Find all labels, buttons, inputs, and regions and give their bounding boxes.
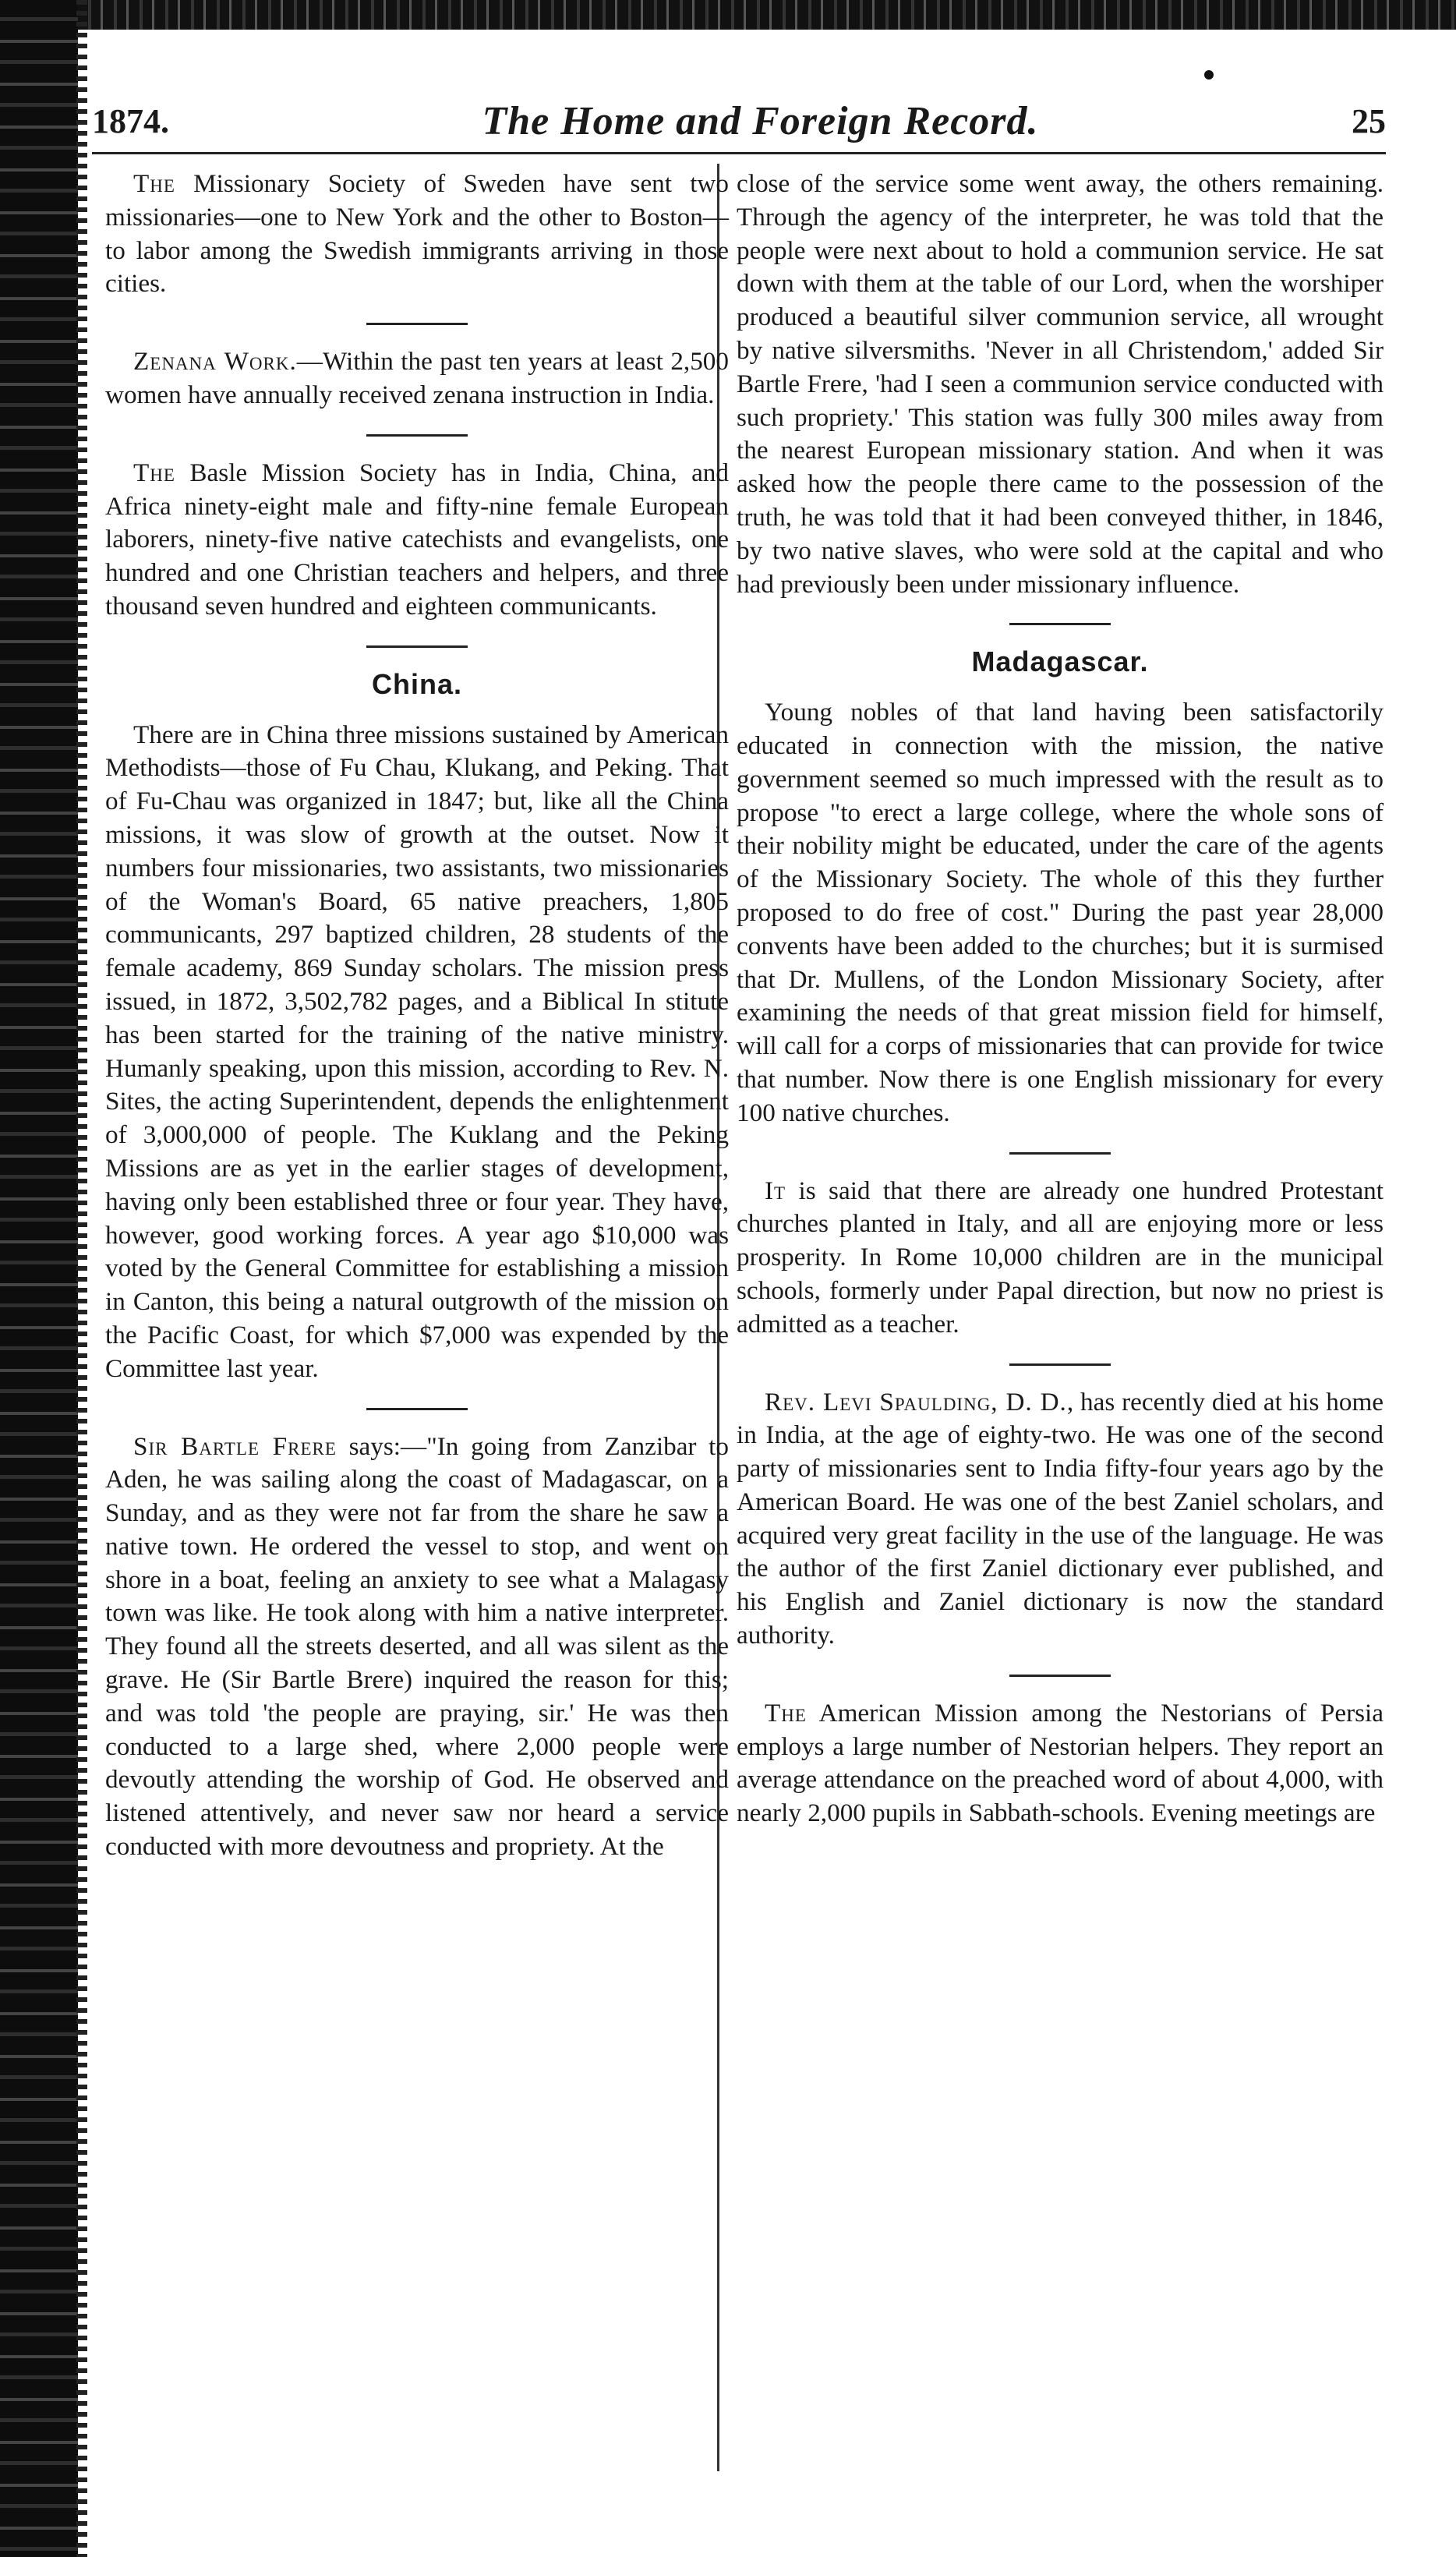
section-rule bbox=[1009, 623, 1111, 625]
section-rule bbox=[1009, 1675, 1111, 1677]
article-sweden: The Missionary Society of Sweden have sent two missionaries—one to New York and the other to Boston—to labor among the Swedish immigrants arriving in those cities. bbox=[105, 169, 729, 299]
section-rule bbox=[366, 323, 468, 325]
article-basle: The Basle Mission Society has in India, China, and Africa ninety-eight male and fifty-nine female European laborers, ninety-five native catechists and evangelists, one hundred and one Christian teachers and helpers, and three thousand seven hundred and eighteen communicants. bbox=[105, 458, 729, 621]
article-madagascar: Young nobles of that land having been satisfactorily educated in connection with the mission, the native government seemed so much impressed with the result as to propose "to erect a large college, where the whole sons of their nobility might be educated, under the care of the agents of the Missionary Society. The whole of this they further proposed to do free of cost." During the past year 28,000 convents have been added to the churches; but it is surmised that Dr. Mullens, of the London Missionary Society, after examining the needs of that great mission field for himself, will call for a corps of missionaries that can provide for twice that number. Now there is one English missionary for every 100 native churches. bbox=[737, 698, 1384, 1127]
heading-madagascar: Madagascar. bbox=[971, 645, 1149, 678]
section-rule bbox=[1009, 1363, 1111, 1366]
article-persia: The American Mission among the Nestorians of Persia employs a large number of Nestorian helpers. They report an average attendance on the preached word of about 4,000, with nearly 2,000 pupils in Sabbath-schools. Evening meetings are bbox=[737, 1698, 1384, 1828]
section-rule bbox=[1009, 1152, 1111, 1155]
heading-china: China. bbox=[371, 667, 462, 700]
section-rule bbox=[366, 434, 468, 437]
article-spaulding: Rev. Levi Spaulding, D. D., has recently died at his home in India, at the age of eighty-two. He was one of the second party of missionaries sent to India fifty-four years ago by the American Board. He was one of the best Zaniel scholars, and acquired very great facility in the use of the language. He was the author of the first Zaniel dictionary ever published, and his English and Zaniel dictionary is now the standard authority. bbox=[737, 1387, 1384, 1650]
article-frere: Sir Bartle Frere says:—"In going from Zanzibar to Aden, he was sailing along the coast of Madagascar, on a Sunday, and as they were not far from the share he saw a native town. He ordered the vessel to stop, and went on shore in a boat, feeling an anxiety to see what a Malagasy town was like. He took along with him a native interpreter. They found all the streets deserted, and all was silent as the grave. He (Sir Bartle Brere) inquired the reason for this; and was told 'the people are praying, sir.' He was then conducted to a large shed, where 2,000 people were devoutly attending the worship of God. He observed and listened attentively, and never saw nor heard a service conducted with more devoutness and propriety. At the bbox=[105, 1431, 729, 1862]
article-italy: It is said that there are already one hundred Protestant churches planted in Italy, and all are enjoying more or less prosperity. In Rome 10,000 children are in the municipal schools, formerly under Papal direction, but now no priest is admitted as a teacher. bbox=[737, 1176, 1384, 1339]
publication-title: The Home and Foreign Record. bbox=[482, 98, 1039, 143]
section-rule bbox=[366, 1408, 468, 1410]
book-spine-edge bbox=[0, 0, 78, 2557]
section-rule bbox=[366, 645, 468, 648]
scanned-top-edge bbox=[0, 0, 1456, 30]
left-column bbox=[105, 168, 729, 1886]
ink-speck bbox=[1204, 70, 1214, 80]
page-header bbox=[92, 90, 1386, 154]
article-zenana: Zenana Work.—Within the past ten years at least 2,500 women have annually received zenana instruction in India. bbox=[105, 347, 729, 409]
article-china: There are in China three missions sustained by American Methodists—those of Fu Chau, Klukang, and Peking. That of Fu-Chau was organized in 1847; but, like all the China missions, it was slow of growth at the outset. Now it numbers four missionaries, two assistants, two missionaries of the Woman's Board, 65 native preachers, 1,805 communicants, 297 baptized children, 28 students of the female academy, 869 Sunday scholars. The mission press issued, in 1872, 3,502,782 pages, and a Biblical In stitute has been started for the training of the native ministry. Humanly speaking, upon this mission, according to Rev. N. Sites, the acting Superintendent, depends the enlightenment of 3,000,000 of people. The Kuklang and the Peking Missions are as yet in the earlier stages of development, having only been established three or four year. They have, however, good working forces. A year ago $10,000 was voted by the General Committee for establishing a mission in Canton, this being a natural outgrowth of the mission on the Pacific Coast, for which $7,000 was expended by the Committee last year. bbox=[105, 720, 729, 1383]
article-frere-continued: close of the service some went away, the others remaining. Through the agency of the interpreter, he was told that the people were next about to hold a communion service. He sat down with them at the table of our Lord, when the worshiper produced a beautiful silver communion service, all wrought by native silversmiths. 'Never in all Christendom,' added Sir Bartle Frere, 'had I seen a communion service conducted with such propriety.' This station was fully 300 miles away from the nearest European missionary station. And when it was asked how the people there came to the possession of the truth, he was told that it had been conveyed thither, in 1846, by two native slaves, who were sold at the capital and who had previously been under missionary influence. bbox=[737, 169, 1384, 599]
page-number: 25 bbox=[1351, 101, 1386, 140]
header-year: 1874. bbox=[92, 101, 169, 140]
right-column bbox=[737, 168, 1384, 1852]
